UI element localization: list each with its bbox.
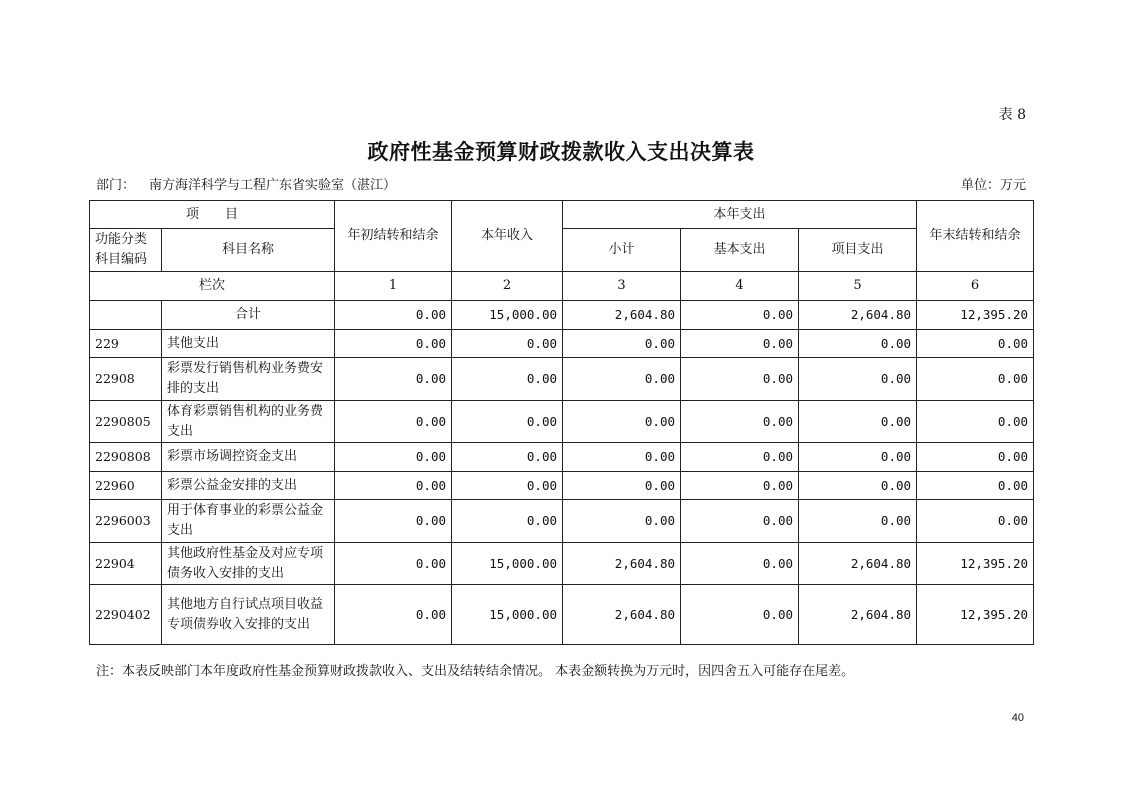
- row-value: 2,604.80: [799, 543, 917, 585]
- row-value: 0.00: [335, 543, 452, 585]
- header-closing-balance: 年末结转和结余: [917, 201, 1034, 272]
- column-number: 6: [917, 272, 1034, 301]
- row-name: 其他地方自行试点项目收益专项债券收入安排的支出: [162, 585, 335, 645]
- row-value: 0.00: [917, 472, 1034, 500]
- column-number: 5: [799, 272, 917, 301]
- row-value: 0.00: [799, 443, 917, 472]
- table-row: [90, 472, 1034, 500]
- row-code: 22960: [90, 472, 162, 500]
- row-code: 22908: [90, 358, 162, 401]
- department-value: 南方海洋科学与工程广东省实验室（湛江）: [149, 178, 397, 193]
- column-index-row: [90, 272, 1034, 301]
- page-title: 政府性基金预算财政拨款收入支出决算表: [367, 139, 755, 164]
- total-row: [90, 301, 1034, 330]
- row-code: 229: [90, 330, 162, 358]
- row-value: 0.00: [335, 358, 452, 401]
- column-index-label: 栏次: [90, 272, 335, 301]
- unit-label: 单位：万元: [960, 178, 1026, 193]
- header-project-expense: 项目支出: [799, 229, 917, 272]
- table-number-label: 表 8: [998, 107, 1026, 123]
- row-value: 0.00: [563, 401, 681, 443]
- total-value: 12,395.20: [917, 301, 1034, 330]
- header-func-code: [90, 229, 162, 272]
- row-value: 0.00: [335, 500, 452, 543]
- row-value: 0.00: [917, 330, 1034, 358]
- header-current-income: 本年收入: [452, 201, 563, 272]
- header-row-1: [90, 201, 1034, 229]
- row-value: 0.00: [335, 401, 452, 443]
- row-value: 0.00: [917, 358, 1034, 401]
- total-value: 2,604.80: [563, 301, 681, 330]
- header-item: 项 目: [90, 201, 335, 229]
- header-subtotal: 小计: [563, 229, 681, 272]
- row-value: 0.00: [799, 500, 917, 543]
- header-basic-expense: 基本支出: [681, 229, 799, 272]
- row-value: 0.00: [452, 472, 563, 500]
- row-value: 0.00: [799, 472, 917, 500]
- total-value: 15,000.00: [452, 301, 563, 330]
- row-value: 0.00: [563, 358, 681, 401]
- table-row: [90, 358, 1034, 401]
- row-value: 0.00: [563, 472, 681, 500]
- row-code: 2290402: [90, 585, 162, 645]
- footnote: 注：本表反映部门本年度政府性基金预算财政拨款收入、支出及结转结余情况。 本表金额转换为万元时，因四舍五入可能存在尾差。: [96, 664, 855, 679]
- row-value: 0.00: [681, 443, 799, 472]
- column-number: 1: [335, 272, 452, 301]
- table-row: [90, 585, 1034, 645]
- row-code: 2296003: [90, 500, 162, 543]
- row-value: 0.00: [563, 330, 681, 358]
- row-code: 22904: [90, 543, 162, 585]
- total-value: 0.00: [681, 301, 799, 330]
- header-opening-balance: 年初结转和结余: [335, 201, 452, 272]
- column-number: 4: [681, 272, 799, 301]
- row-value: 0.00: [917, 443, 1034, 472]
- row-value: 0.00: [917, 500, 1034, 543]
- header-subject-name: 科目名称: [162, 229, 335, 272]
- row-value: 0.00: [452, 443, 563, 472]
- row-value: 2,604.80: [563, 585, 681, 645]
- total-value: 0.00: [335, 301, 452, 330]
- row-value: 0.00: [681, 500, 799, 543]
- table-row: [90, 500, 1034, 543]
- column-number: 3: [563, 272, 681, 301]
- row-value: 0.00: [452, 358, 563, 401]
- row-value: 12,395.20: [917, 585, 1034, 645]
- row-code: 2290808: [90, 443, 162, 472]
- row-value: 0.00: [799, 330, 917, 358]
- table-row: [90, 443, 1034, 472]
- row-value: 15,000.00: [452, 585, 563, 645]
- header-func-code-line2: 科目编码: [95, 252, 148, 267]
- row-value: 12,395.20: [917, 543, 1034, 585]
- row-value: 0.00: [452, 500, 563, 543]
- row-value: 0.00: [335, 330, 452, 358]
- total-code-cell: [90, 301, 162, 330]
- row-value: 0.00: [681, 330, 799, 358]
- row-name: 彩票发行销售机构业务费安排的支出: [162, 358, 335, 401]
- row-name: 彩票公益金安排的支出: [162, 472, 335, 500]
- table-row: [90, 543, 1034, 585]
- department-info: [96, 174, 396, 193]
- row-value: 15,000.00: [452, 543, 563, 585]
- row-value: 0.00: [335, 472, 452, 500]
- row-value: 0.00: [563, 443, 681, 472]
- row-name: 其他支出: [162, 330, 335, 358]
- row-name: 其他政府性基金及对应专项债务收入安排的支出: [162, 543, 335, 585]
- header-current-expense: 本年支出: [563, 201, 917, 229]
- total-label: 合计: [162, 301, 335, 330]
- row-value: 0.00: [681, 358, 799, 401]
- row-value: 0.00: [681, 585, 799, 645]
- row-name: 用于体育事业的彩票公益金支出: [162, 500, 335, 543]
- row-value: 2,604.80: [799, 585, 917, 645]
- row-code: 2290805: [90, 401, 162, 443]
- header-func-code-line1: 功能分类: [95, 232, 148, 247]
- row-value: 0.00: [452, 330, 563, 358]
- row-value: 0.00: [681, 401, 799, 443]
- row-value: 0.00: [799, 358, 917, 401]
- budget-table: [89, 200, 1034, 645]
- row-value: 0.00: [681, 472, 799, 500]
- row-name: 体育彩票销售机构的业务费支出: [162, 401, 335, 443]
- table-row: [90, 401, 1034, 443]
- row-value: 2,604.80: [563, 543, 681, 585]
- page-number: 40: [1011, 712, 1024, 724]
- row-name: 彩票市场调控资金支出: [162, 443, 335, 472]
- row-value: 0.00: [799, 401, 917, 443]
- column-number: 2: [452, 272, 563, 301]
- row-value: 0.00: [563, 500, 681, 543]
- row-value: 0.00: [335, 585, 452, 645]
- total-value: 2,604.80: [799, 301, 917, 330]
- row-value: 0.00: [335, 443, 452, 472]
- row-value: 0.00: [452, 401, 563, 443]
- department-label: 部门：: [96, 178, 136, 193]
- table-row: [90, 330, 1034, 358]
- row-value: 0.00: [681, 543, 799, 585]
- row-value: 0.00: [917, 401, 1034, 443]
